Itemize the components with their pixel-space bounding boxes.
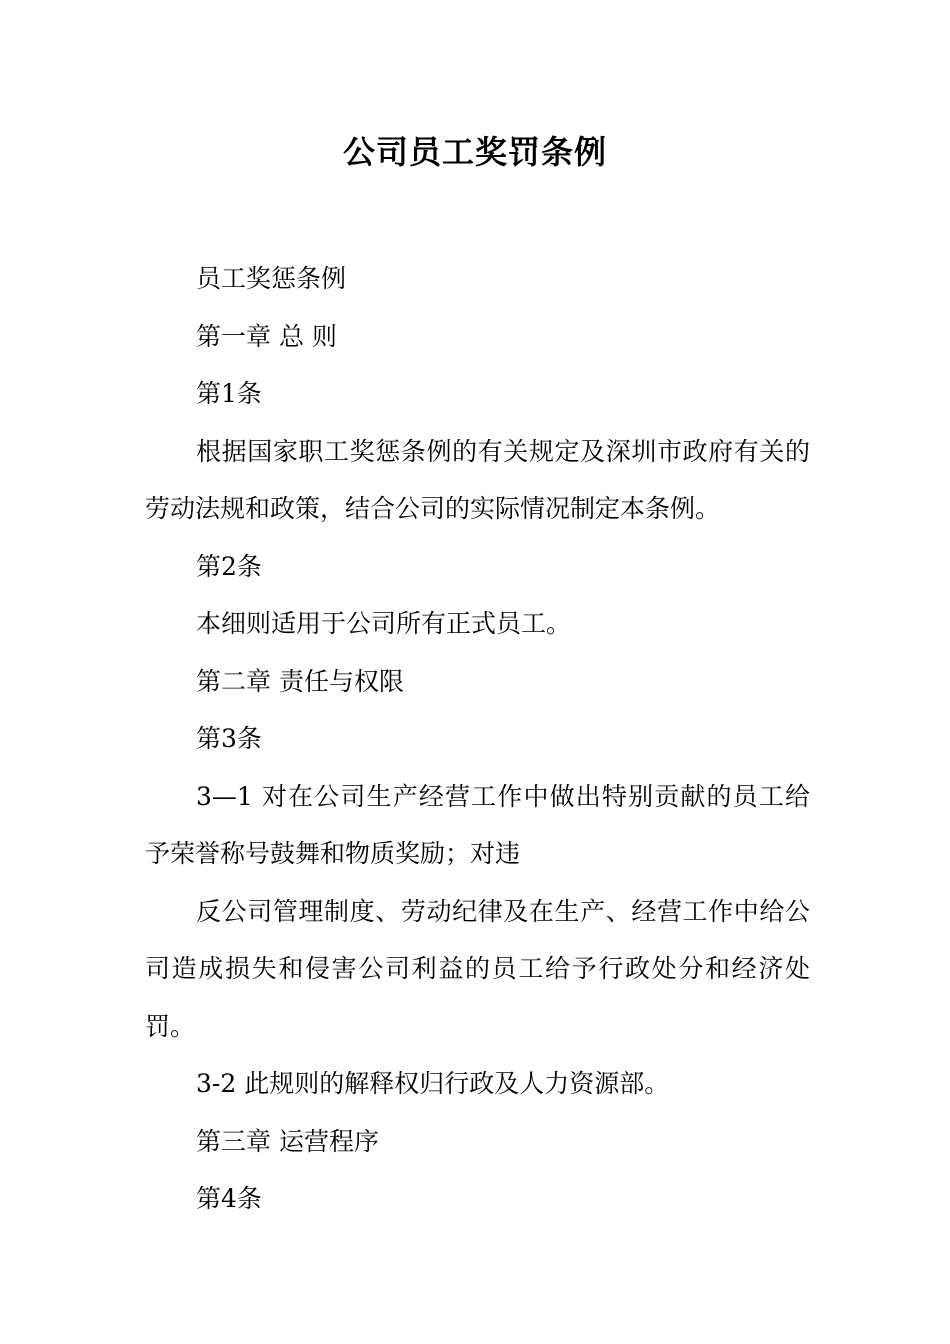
- article-number: 第4条: [196, 1184, 262, 1213]
- section-heading: 员工奖惩条例: [196, 264, 347, 293]
- document-title: 公司员工奖罚条例: [342, 133, 607, 171]
- article-text: 根据国家职工奖惩条例的有关规定及深圳市政府有关的劳动法规和政策，结合公司的实际情况制定本条例。: [145, 436, 810, 523]
- article-number: 第3条: [196, 724, 262, 753]
- article-text: 反公司管理制度、劳动纪律及在生产、经营工作中给公司造成损失和侵害公司利益的员工给予行政处分和经济处罚。: [145, 896, 810, 1041]
- document-body: [145, 250, 810, 1228]
- chapter-heading: 第二章 责任与权限: [196, 666, 404, 696]
- article-text: 本细则适用于公司所有正式员工。: [196, 609, 572, 638]
- article-number: 第1条: [196, 379, 262, 408]
- chapter-heading: 第一章 总 则: [196, 321, 337, 351]
- article-number: 第2条: [196, 551, 262, 581]
- chapter-heading: 第三章 运营程序: [196, 1126, 379, 1156]
- article-text: 3-2 此规则的解释权归行政及人力资源部。: [196, 1069, 670, 1098]
- article-text: 3—1 对在公司生产经营工作中做出特别贡献的员工给予荣誉称号鼓舞和物质奖励；对违: [145, 781, 810, 868]
